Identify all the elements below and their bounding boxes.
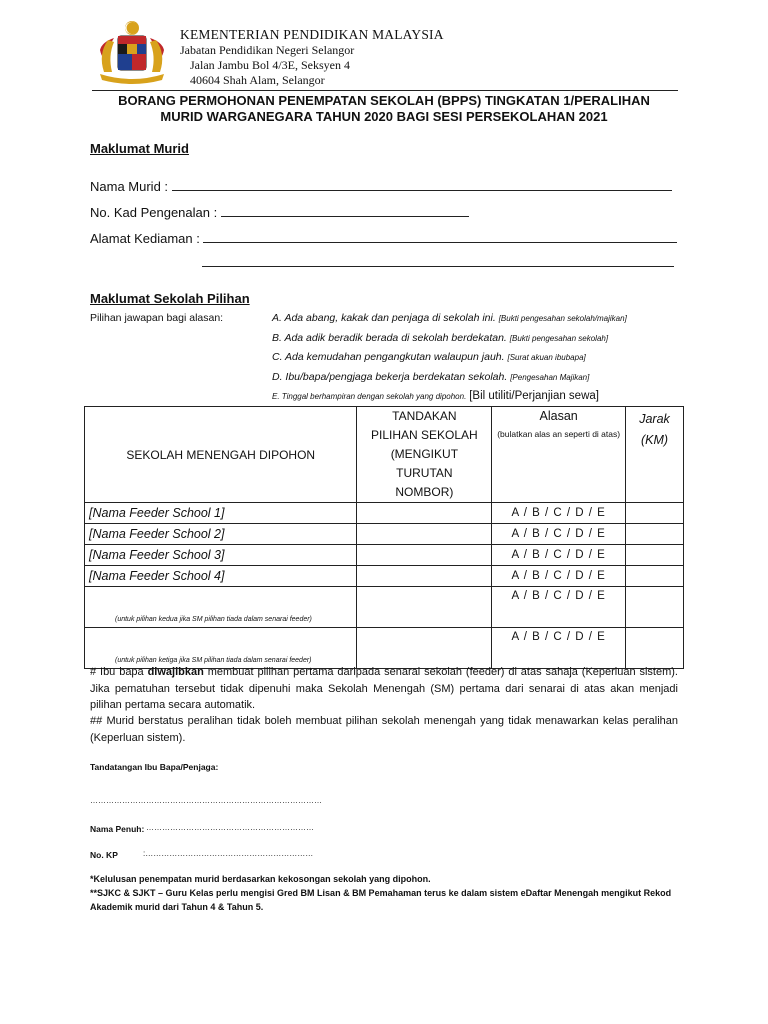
feeder-school-2: [Nama Feeder School 2] [85, 524, 357, 545]
col-school-header: SEKOLAH MENENGAH DIPOHON [85, 407, 357, 503]
col-choice-line-1: TANDAKAN [392, 409, 457, 423]
table-row [85, 503, 684, 524]
reason-option-d-note: [Pengesahan Majikan] [510, 373, 590, 382]
kp-line[interactable]: :……………………………………………………… [143, 849, 314, 858]
home-address-line-2[interactable] [202, 256, 674, 267]
reason-option-a-note: [Bukti pengesahan sekolah/majikan] [498, 314, 627, 323]
student-info-heading: Maklumat Murid [90, 141, 189, 156]
choice-cell-5[interactable] [357, 587, 492, 628]
ic-number-field[interactable] [90, 205, 469, 220]
footnote-3: Akademik murid dari Tahun 4 & Tahun 5. [90, 902, 264, 912]
choice-cell-2[interactable] [357, 524, 492, 545]
form-title-line-1: BORANG PERMOHONAN PENEMPATAN SEKOLAH (BPPS) TINGKATAN 1/PERALIHAN [118, 93, 650, 108]
reason-option-e [272, 390, 599, 402]
student-name-field[interactable] [90, 179, 672, 194]
table-header-row [85, 407, 684, 503]
reason-option-d [272, 371, 589, 383]
full-name-line[interactable]: ……………………………………………………… [146, 823, 314, 832]
kp-label: No. KP [90, 850, 118, 860]
note-1-bold: diwajibkan [147, 666, 204, 678]
address-line-2: Jalan Jambu Bol 4/3E, Seksyen 4 [190, 58, 350, 72]
reason-option-b-text: B. Ada adik beradik berada di sekolah berdekatan. [272, 332, 507, 344]
distance-cell-2[interactable] [626, 524, 684, 545]
other-school-3-cell[interactable] [85, 628, 357, 669]
col-distance-line-2: (KM) [640, 433, 669, 447]
home-address-field[interactable] [90, 231, 677, 246]
col-choice-header [357, 407, 492, 503]
feeder-school-1: [Nama Feeder School 1] [85, 503, 357, 524]
table-row [85, 587, 684, 628]
reason-option-a-text: A. Ada abang, kakak dan penjaga di sekolah ini. [272, 312, 496, 324]
address-line-1: Jabatan Pendidikan Negeri Selangor [180, 43, 355, 57]
choice-cell-4[interactable] [357, 566, 492, 587]
form-title-line-2: MURID WARGANEGARA TAHUN 2020 BAGI SESI PERSEKOLAHAN 2021 [160, 109, 608, 124]
distance-cell-1[interactable] [626, 503, 684, 524]
choice-cell-1[interactable] [357, 503, 492, 524]
reason-option-e-note: [Bil utiliti/Perjanjian sewa] [469, 390, 599, 402]
note-paragraph-1 [90, 664, 678, 714]
signature-line[interactable]: …………………………………………………………………………… [90, 796, 322, 805]
school-choice-table [84, 406, 684, 669]
reason-option-e-text: E. Tinggal berhampiran dengan sekolah yang dipohon. [272, 392, 467, 401]
coat-of-arms-logo [92, 20, 172, 84]
distance-cell-6[interactable] [626, 628, 684, 669]
distance-cell-5[interactable] [626, 587, 684, 628]
reason-cell-5[interactable]: A / B / C / D / E [492, 587, 626, 628]
signature-label: Tandatangan Ibu Bapa/Penjaga: [90, 762, 219, 772]
table-row [85, 628, 684, 669]
col-reason-sub: (bulatkan alas an seperti di atas) [497, 429, 621, 439]
col-reason-title: Alasan [539, 409, 578, 423]
reason-cell-3[interactable]: A / B / C / D / E [492, 545, 626, 566]
reason-option-c-note: [Surat akuan ibubapa] [507, 353, 586, 362]
reason-option-a [272, 312, 627, 324]
student-name-line[interactable] [172, 179, 672, 191]
col-choice-line-3: (MENGIKUT TURUTAN [390, 447, 459, 480]
home-address-label: Alamat Kediaman : [90, 231, 200, 246]
address-line-3: 40604 Shah Alam, Selangor [190, 73, 325, 87]
full-name-label: Nama Penuh: [90, 824, 145, 834]
table-row [85, 524, 684, 545]
feeder-school-4: [Nama Feeder School 4] [85, 566, 357, 587]
distance-cell-4[interactable] [626, 566, 684, 587]
reason-option-b-note: [Bukti pengesahan sekolah] [509, 334, 609, 343]
reason-cell-2[interactable]: A / B / C / D / E [492, 524, 626, 545]
col-choice-line-2: PILIHAN SEKOLAH [371, 428, 478, 442]
reason-option-c-text: C. Ada kemudahan pengangkutan walaupun jauh. [272, 351, 505, 363]
choice-cell-3[interactable] [357, 545, 492, 566]
note-1-rest: membuat pilihan pertama daripada senarai sekolah (feeder) di atas sahaja (Keperluan sistem). Jika pematuhan tersebut tidak dipenuhi maka Sekolah Menengah (SM) pertama dari senarai di atas akan menjadi pilihan pertama secara automatik. [90, 666, 678, 711]
reason-cell-4[interactable]: A / B / C / D / E [492, 566, 626, 587]
reason-option-c [272, 351, 586, 363]
table-row [85, 566, 684, 587]
feeder-school-3: [Nama Feeder School 3] [85, 545, 357, 566]
header-divider [92, 90, 678, 91]
ic-number-label: No. Kad Pengenalan : [90, 205, 218, 220]
choice-cell-6[interactable] [357, 628, 492, 669]
note-1-prefix: # Ibu bapa [90, 666, 148, 678]
reason-cell-1[interactable]: A / B / C / D / E [492, 503, 626, 524]
ministry-name: KEMENTERIAN PENDIDIKAN MALAYSIA [180, 27, 444, 42]
col-reason-header [492, 407, 626, 503]
footnote-2: **SJKC & SJKT – Guru Kelas perlu mengisi Gred BM Lisan & BM Pemahaman terus ke dalam sistem eDaftar Menengah mengikut Rekod [90, 888, 672, 898]
note-paragraph-2: ## Murid berstatus peralihan tidak boleh membuat pilihan sekolah menengah yang tidak menawarkan kelas peralihan (Keperluan sistem). [90, 715, 678, 744]
school-choice-heading: Maklumat Sekolah Pilihan [90, 291, 250, 306]
home-address-line-1[interactable] [203, 231, 677, 243]
other-school-3-note: (untuk pilihan ketiga jika SM pilihan tiada dalam senarai feeder) [115, 657, 312, 664]
distance-cell-3[interactable] [626, 545, 684, 566]
col-distance-line-1: Jarak [639, 412, 670, 426]
reason-cell-6[interactable]: A / B / C / D / E [492, 628, 626, 669]
table-row [85, 545, 684, 566]
col-distance-header [626, 407, 684, 503]
other-school-2-note: (untuk pilihan kedua jika SM pilihan tiada dalam senarai feeder) [115, 616, 312, 623]
reason-option-d-text: D. Ibu/bapa/pengjaga bekerja berdekatan sekolah. [272, 371, 508, 383]
reason-option-b [272, 332, 608, 344]
reason-options-hint: Pilihan jawapan bagi alasan: [90, 312, 224, 324]
footnote-1: *Kelulusan penempatan murid berdasarkan kekosongan sekolah yang dipohon. [90, 874, 431, 884]
student-name-label: Nama Murid : [90, 179, 169, 194]
col-choice-line-4: NOMBOR) [395, 485, 454, 499]
other-school-2-cell[interactable] [85, 587, 357, 628]
ic-number-line[interactable] [221, 205, 469, 217]
